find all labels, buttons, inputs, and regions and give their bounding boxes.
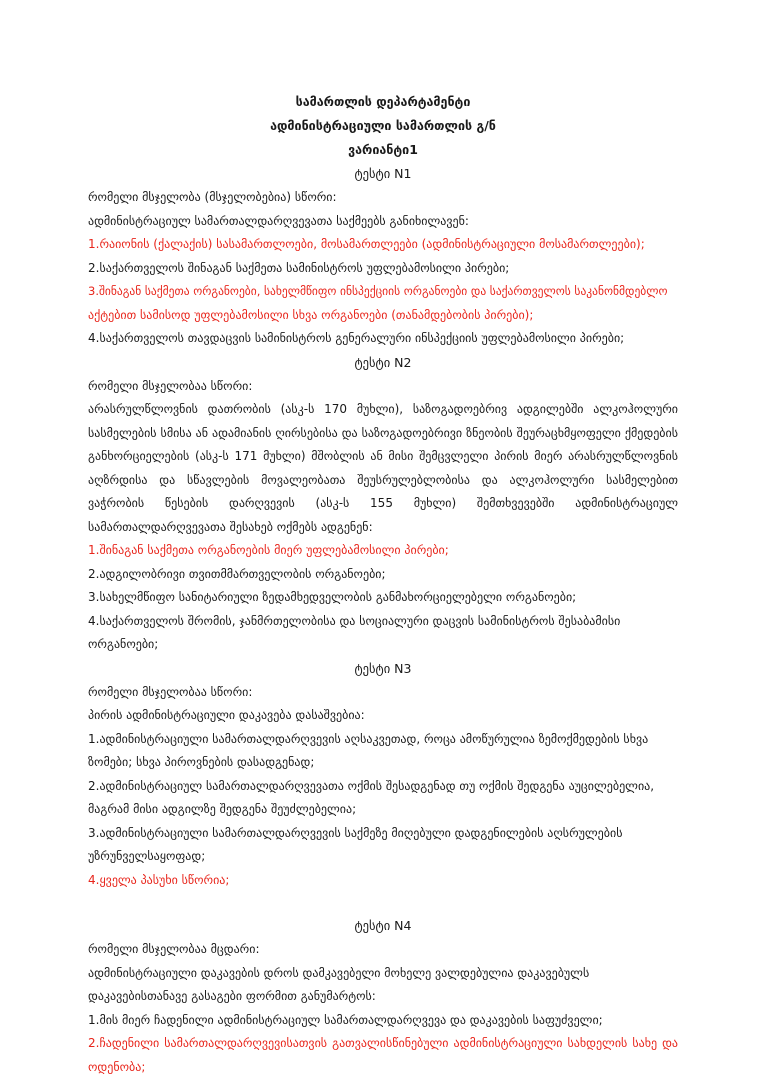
answer-option-correct: 4.ყველა პასუხი სწორია; xyxy=(88,869,678,893)
test-title: ტესტი N1 xyxy=(88,162,678,186)
question-line: სამართალდარღვევათა შესახებ ოქმებს ადგენენ: xyxy=(88,516,678,540)
answer-option: უზრუნველსაყოფად; xyxy=(88,845,678,869)
answer-option-correct: 1.შინაგან საქმეთა ორგანოების მიერ უფლებამოსილი პირები; xyxy=(88,539,678,563)
document-page xyxy=(88,90,678,1079)
question-line: განხორციელების (ასკ-ს 171 მუხლი) მშობლის ან მისი შემცვლელი პირის მიერ არასრულწლოვნის xyxy=(88,445,678,469)
test-title: ტესტი N4 xyxy=(88,914,678,938)
question-line: რომელი მსჯელობაა მცდარი: xyxy=(88,938,678,962)
variant-heading: ვარიანტი1 xyxy=(88,138,678,162)
question-line: სასმელების სმისა ან ადამიანის ღირსებისა და საზოგადოებრივი ზნეობის შეურაცხმყოფელი ქმედების xyxy=(88,422,678,446)
answer-option: 3.სახელმწიფო სანიტარიული ზედამხედველობის განმახორციელებელი ორგანოები; xyxy=(88,586,678,610)
question-line: რომელი მსჯელობაა სწორი: xyxy=(88,375,678,399)
answer-option-correct: ოდენობა; xyxy=(88,1056,678,1079)
department-heading: სამართლის დეპარტამენტი xyxy=(88,90,678,114)
question-line: რომელი მსჯელობაა სწორი: xyxy=(88,681,678,705)
answer-option: ზომები; სხვა პიროვნების დასადგენად; xyxy=(88,751,678,775)
section-spacer xyxy=(88,892,678,914)
question-line: არასრულწლოვნის დათრობის (ასკ-ს 170 მუხლი), საზოგადოებრივ ადგილებში ალკოჰოლური xyxy=(88,398,678,422)
answer-option: 1.მის მიერ ჩადენილი ადმინისტრაციულ სამართალდარღვევა და დაკავების საფუძველი; xyxy=(88,1009,678,1033)
answer-option: მაგრამ მისი ადგილზე შედგენა შეუძლებელია; xyxy=(88,798,678,822)
answer-option-correct: აქტებით სამისოდ უფლებამოსილი სხვა ორგანოები (თანამდებობის პირები); xyxy=(88,304,678,328)
answer-option: 2.ადგილობრივი თვითმმართველობის ორგანოები; xyxy=(88,563,678,587)
question-line: დაკავებისთანავე გასაგები ფორმით განუმარტოს: xyxy=(88,985,678,1009)
answer-option: 4.საქართველოს თავდაცვის სამინისტროს გენერალური ინსპექციის უფლებამოსილი პირები; xyxy=(88,327,678,351)
question-line: ვაჭრობის წესების დარღვევის (ასკ-ს 155 მუხლი) შემთხვევებში ადმინისტრაციულ xyxy=(88,492,678,516)
course-heading: ადმინისტრაციული სამართლის გ/ნ xyxy=(88,114,678,138)
answer-option-correct: 1.რაიონის (ქალაქის) სასამართლოები, მოსამართლეები (ადმინისტრაციული მოსამართლეები); xyxy=(88,233,678,257)
question-line: ადმინისტრაციული დაკავების დროს დამკავებელი მოხელე ვალდებულია დაკავებულს xyxy=(88,962,678,986)
question-line: აღზრდისა და სწავლების მოვალეობათა შეუსრულებლობისა და ალკოჰოლური სასმელებით xyxy=(88,469,678,493)
test-title: ტესტი N2 xyxy=(88,351,678,375)
answer-option: 2.საქართველოს შინაგან საქმეთა სამინისტროს უფლებამოსილი პირები; xyxy=(88,257,678,281)
answer-option-correct: 3.შინაგან საქმეთა ორგანოები, სახელმწიფო ინსპექციის ორგანოები და საქართველოს საკანონმდებლო xyxy=(88,280,678,304)
answer-option: ორგანოები; xyxy=(88,633,678,657)
answer-option: 3.ადმინისტრაციული სამართალდარღვევის საქმეზე მიღებული დადგენილების აღსრულების xyxy=(88,822,678,846)
question-line: ადმინისტრაციულ სამართალდარღვევათა საქმეებს განიხილავენ: xyxy=(88,210,678,234)
question-line: პირის ადმინისტრაციული დაკავება დასაშვებია: xyxy=(88,704,678,728)
answer-option-correct: 2.ჩადენილი სამართალდარღვევისათვის გათვალისწინებული ადმინისტრაციული სახდელის სახე და xyxy=(88,1032,678,1056)
test-title: ტესტი N3 xyxy=(88,657,678,681)
answer-option: 2.ადმინისტრაციულ სამართალდარღვევათა ოქმის შესადგენად თუ ოქმის შედგენა აუცილებელია, xyxy=(88,775,678,799)
question-line: რომელი მსჯელობა (მსჯელობებია) სწორი: xyxy=(88,186,678,210)
answer-option: 1.ადმინისტრაციული სამართალდარღვევის აღსაკვეთად, როცა ამოწურულია ზემოქმედების სხვა xyxy=(88,728,678,752)
answer-option: 4.საქართველოს შრომის, ჯანმრთელობისა და სოციალური დაცვის სამინისტროს შესაბამისი xyxy=(88,610,678,634)
